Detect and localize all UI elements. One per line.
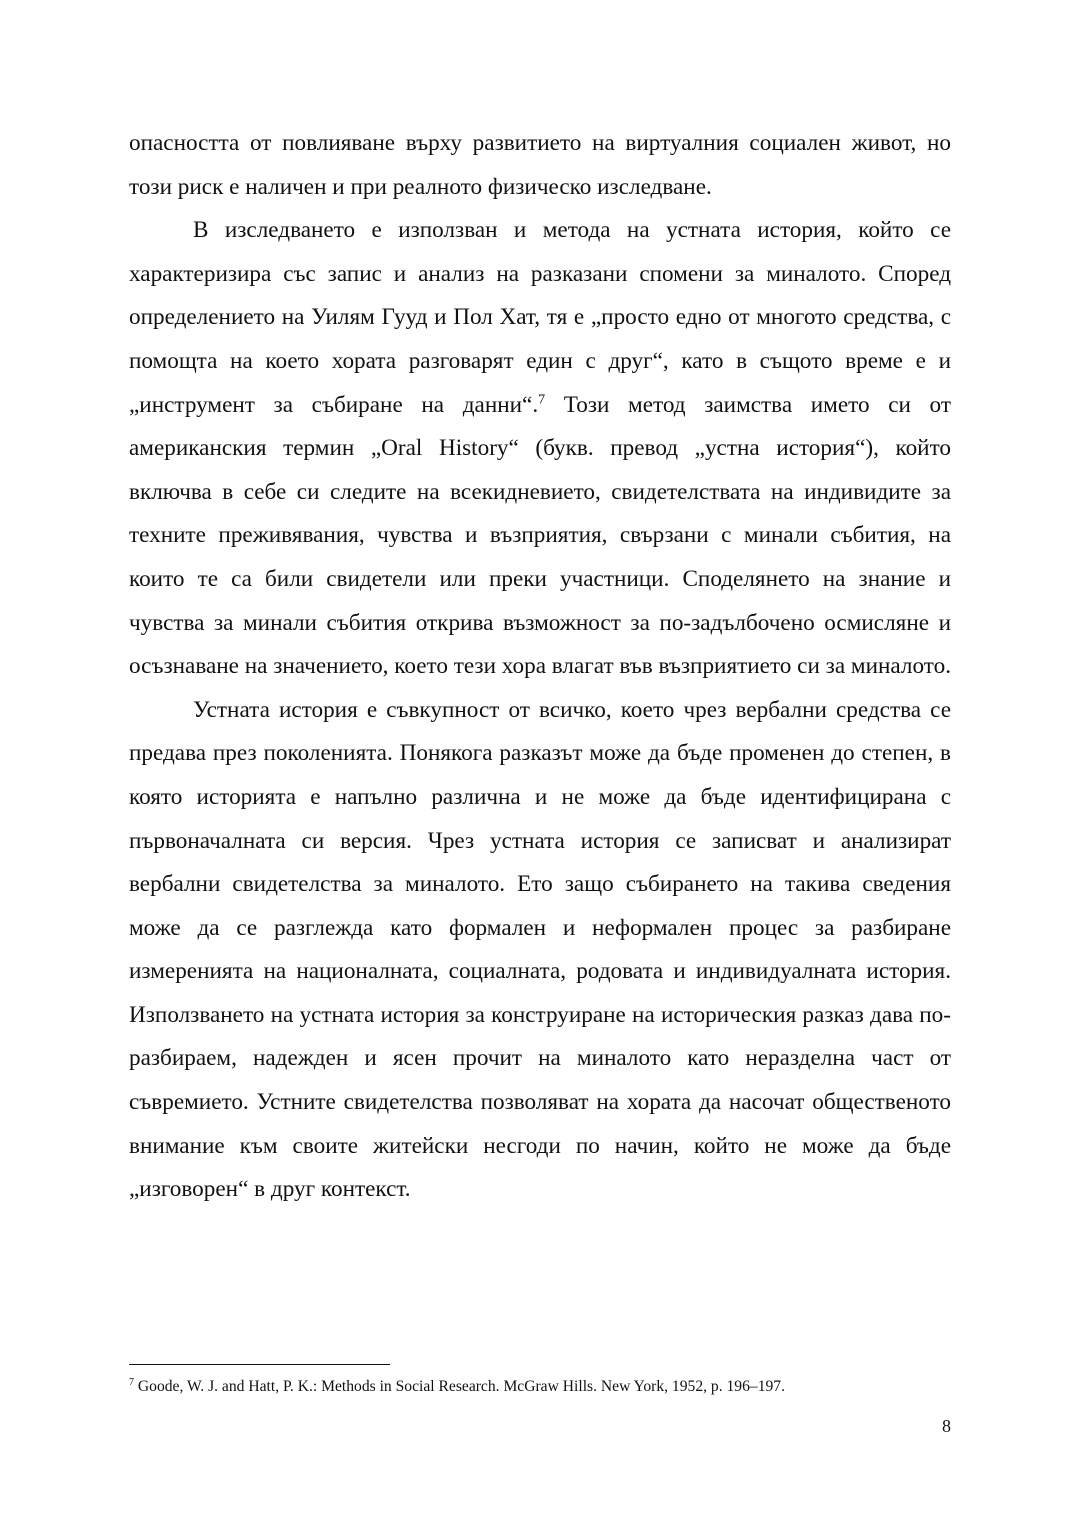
paragraph-2 [129, 209, 951, 689]
page-number: 8 [942, 1416, 951, 1436]
footnote-separator [129, 1364, 390, 1365]
body-text [129, 122, 951, 1212]
footnote-text: Goode, W. J. and Hatt, P. K.: Methods in Social Research. McGraw Hills. New York, 1952, p. 196–197. [134, 1378, 785, 1395]
paragraph-2-text-before-note: В изследването е използван и метода на устната история, който се характеризира със запис и анализ на разказани спомени за миналото. Според определението на Уилям Гууд и Пол Хат, тя е „просто едно от многото средства, с помощта на което хората разговарят един с друг“, като в същото време е и „инструмент за събиране на данни“. [129, 217, 951, 418]
footnote-marker: 7 [129, 1376, 134, 1388]
footnote-reference[interactable]: 7 [538, 391, 546, 407]
footnote [129, 1377, 959, 1397]
paragraph-1 [129, 122, 951, 209]
paragraph-3 [129, 689, 951, 1212]
paragraph-3-text: Устната история е съвкупност от всичко, което чрез вербални средства се предава през поколенията. Понякога разказът може да бъде променен до степен, в която историята е напълно различна и не може да бъде идентифицирана с първоначалната си версия. Чрез устната история се записват и анализират вербални свидетелства за миналото. Ето защо събирането на такива сведения може да се разглежда като формален и неформален процес за разбиране измеренията на националната, социалната, родовата и индивидуалната история. Използването на устната история за конструиране на историческия разказ дава по-разбираем, надежден и ясен прочит на миналото като неразделна част от съвремието. Устните свидетелства позволяват на хората да насочат общественото внимание към своите житейски несгоди по начин, който не може да бъде „изговорен“ в друг контекст. [129, 696, 951, 1203]
paragraph-2-text-after-note: Този метод заимства името си от американския термин „Oral History“ (букв. превод „устна история“), който включва в себе си следите на всекидневието, свидетелствата на индивидите за техните преживявания, чувства и възприятия, свързани с минали събития, на които те са били свидетели или преки участници. Споделянето на знание и чувства за минали събития открива възможност за по-задълбочено осмисляне и осъзнаване на значението, което тези хора влагат във възприятието си за миналото. [129, 391, 951, 680]
paragraph-1-text: опасността от повлияване върху развитието на виртуалния социален живот, но този риск е наличен и при реалното физическо изследване. [129, 130, 951, 200]
